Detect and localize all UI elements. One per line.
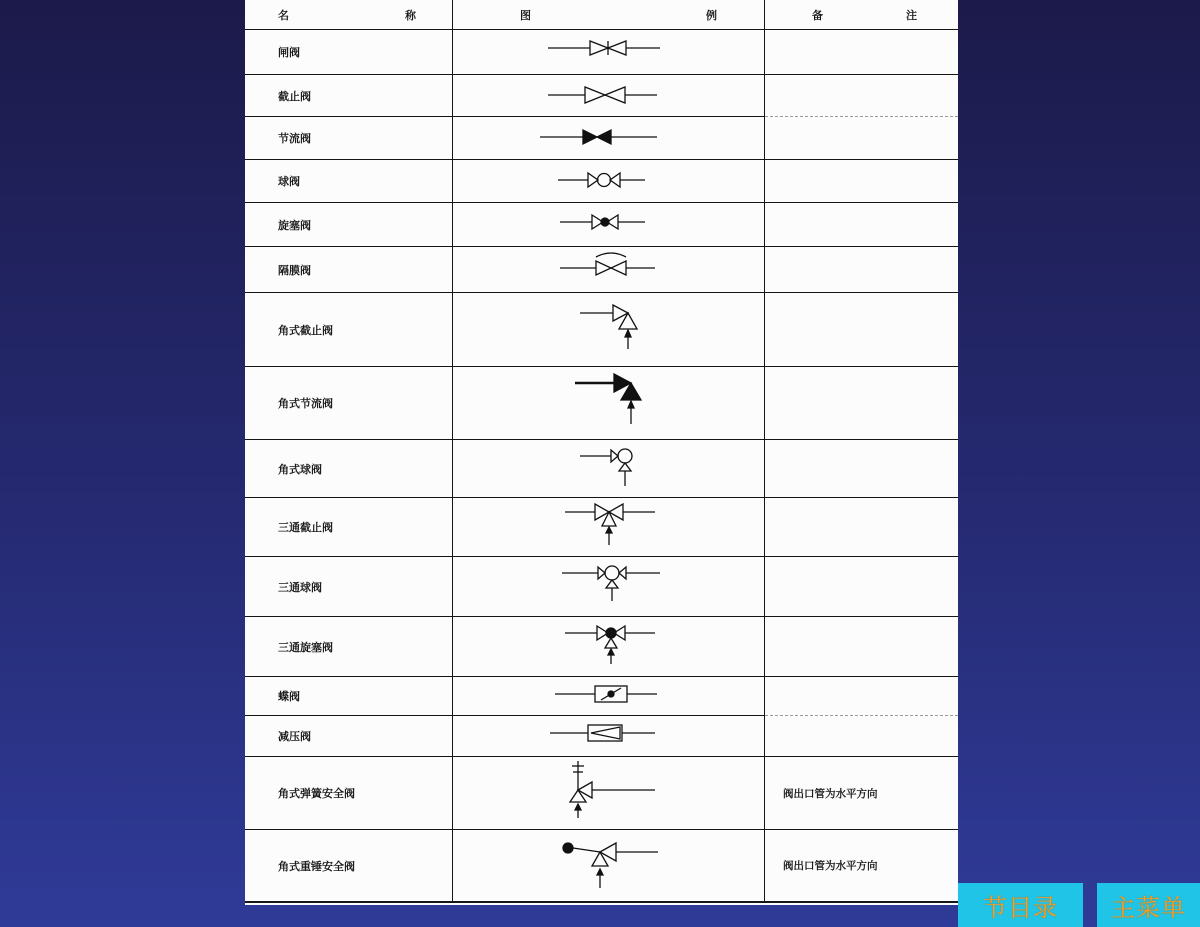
ball-valve-icon — [453, 160, 764, 201]
three-way-plug-valve-icon — [453, 617, 764, 675]
header-name-char: 称 — [405, 8, 416, 22]
valve-name: 三通截止阀 — [278, 521, 333, 534]
valve-name-cell — [245, 117, 453, 160]
valve-name-cell — [245, 716, 453, 757]
note-cell — [765, 677, 958, 716]
diaphragm-valve-icon — [453, 247, 764, 291]
valve-name-cell — [245, 557, 453, 617]
note-cell — [765, 117, 958, 160]
angle-spring-safety-valve-icon — [453, 757, 764, 828]
valve-name-cell — [245, 30, 453, 75]
legend-cell — [453, 757, 765, 830]
valve-name-cell — [245, 830, 453, 903]
table-row — [245, 117, 958, 160]
table-row — [245, 203, 958, 247]
valve-name: 减压阀 — [278, 730, 311, 743]
header-note — [765, 0, 958, 30]
valve-name: 角式弹簧安全阀 — [278, 787, 355, 800]
valve-name-cell — [245, 367, 453, 440]
main-menu-button[interactable]: 主菜单 — [1097, 883, 1200, 927]
note-text: 阀出口管为水平方向 — [783, 787, 878, 800]
three-way-globe-valve-icon — [453, 498, 764, 555]
valve-name-cell — [245, 440, 453, 498]
valve-name-cell — [245, 160, 453, 203]
header-legend — [453, 0, 765, 30]
header-note-char: 注 — [906, 8, 917, 22]
table-row — [245, 677, 958, 716]
legend-cell — [453, 75, 765, 117]
table-row — [245, 557, 958, 617]
valve-symbol-table — [245, 0, 958, 905]
valve-name-cell — [245, 75, 453, 117]
note-cell — [765, 293, 958, 367]
header-name — [245, 0, 453, 30]
butterfly-valve-icon — [453, 677, 764, 714]
valve-name: 角式截止阀 — [278, 323, 333, 337]
throttle-valve-icon — [453, 117, 764, 158]
section-index-button[interactable]: 节目录 — [958, 883, 1083, 927]
table-row — [245, 716, 958, 757]
valve-name-cell — [245, 757, 453, 830]
legend-cell — [453, 830, 765, 903]
valve-name-cell — [245, 498, 453, 557]
note-cell — [765, 498, 958, 557]
angle-globe-valve-icon — [453, 293, 764, 365]
legend-cell — [453, 617, 765, 677]
valve-name: 节流阀 — [278, 132, 311, 145]
note-cell — [765, 203, 958, 247]
valve-name: 角式重锤安全阀 — [278, 859, 355, 873]
header-legend-char: 图 — [520, 8, 531, 22]
valve-name-cell — [245, 293, 453, 367]
plug-valve-icon — [453, 203, 764, 245]
note-text: 阀出口管为水平方向 — [783, 860, 878, 872]
table-row — [245, 75, 958, 117]
three-way-ball-valve-icon — [453, 557, 764, 615]
note-cell — [765, 830, 958, 903]
note-cell — [765, 757, 958, 830]
header-legend-char: 例 — [706, 8, 717, 22]
angle-throttle-valve-icon — [453, 367, 764, 438]
table-header — [245, 0, 958, 30]
table-row — [245, 367, 958, 440]
legend-cell — [453, 117, 765, 160]
note-cell — [765, 716, 958, 757]
note-cell — [765, 367, 958, 440]
valve-name: 角式节流阀 — [278, 397, 333, 410]
valve-name: 角式球阀 — [278, 462, 322, 476]
table-row — [245, 830, 958, 903]
globe-valve-icon — [453, 75, 764, 115]
valve-name: 隔膜阀 — [278, 263, 311, 277]
valve-name-cell — [245, 617, 453, 677]
note-cell — [765, 617, 958, 677]
valve-name-cell — [245, 247, 453, 293]
valve-name: 三通球阀 — [278, 580, 322, 594]
table-row — [245, 247, 958, 293]
note-cell — [765, 75, 958, 117]
note-cell — [765, 557, 958, 617]
angle-weight-safety-valve-icon — [453, 830, 764, 901]
legend-cell — [453, 440, 765, 498]
legend-cell — [453, 716, 765, 757]
table-row — [245, 617, 958, 677]
note-cell — [765, 440, 958, 498]
table-row — [245, 757, 958, 830]
legend-cell — [453, 30, 765, 75]
table-row — [245, 160, 958, 203]
legend-cell — [453, 498, 765, 557]
pressure-reducing-valve-icon — [453, 716, 764, 755]
angle-ball-valve-icon — [453, 440, 764, 496]
legend-cell — [453, 367, 765, 440]
valve-name: 球阀 — [278, 175, 300, 188]
valve-name: 闸阀 — [278, 46, 300, 59]
legend-cell — [453, 247, 765, 293]
gate-valve-icon — [453, 30, 764, 73]
table-row — [245, 293, 958, 367]
valve-name: 蝶阀 — [278, 690, 300, 703]
header-name-char: 名 — [278, 8, 289, 22]
table-row — [245, 498, 958, 557]
legend-cell — [453, 557, 765, 617]
table-row — [245, 30, 958, 75]
valve-name-cell — [245, 677, 453, 716]
legend-cell — [453, 677, 765, 716]
table-row — [245, 440, 958, 498]
valve-name: 截止阀 — [278, 89, 311, 103]
valve-name: 旋塞阀 — [278, 218, 311, 232]
header-note-char: 备 — [812, 8, 823, 22]
legend-cell — [453, 203, 765, 247]
note-cell — [765, 247, 958, 293]
valve-name-cell — [245, 203, 453, 247]
legend-cell — [453, 160, 765, 203]
note-cell — [765, 30, 958, 75]
valve-name: 三通旋塞阀 — [278, 640, 333, 654]
legend-cell — [453, 293, 765, 367]
note-cell — [765, 160, 958, 203]
